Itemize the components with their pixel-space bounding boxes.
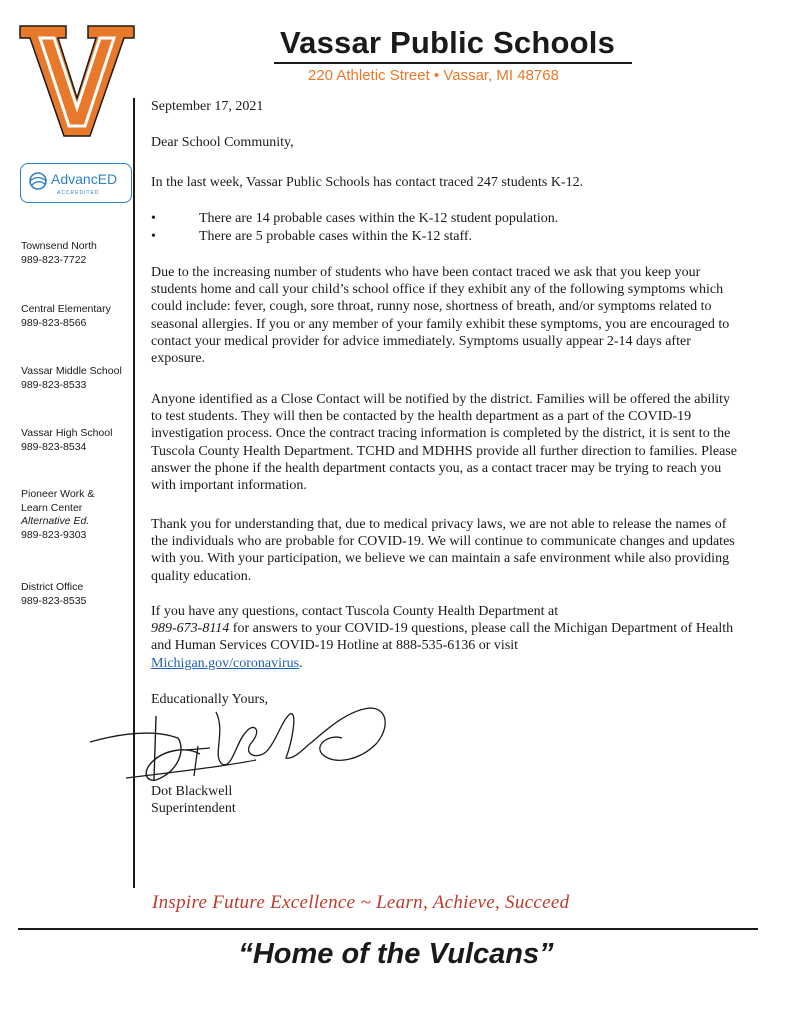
footer-rule: [18, 928, 758, 930]
accreditation-badge: [20, 163, 132, 203]
entry-note: Alternative Ed.: [21, 515, 90, 527]
entry-phone: 989-823-8533: [21, 378, 87, 391]
directory-entry: [21, 427, 133, 454]
school-name: Vassar Public Schools: [280, 25, 616, 60]
directory-entry: [21, 303, 133, 330]
badge-subtitle: ACCREDITED: [57, 190, 100, 196]
letter-date: September 17, 2021: [151, 99, 264, 114]
entry-phone: 989-823-7722: [21, 253, 87, 266]
signer-title: Superintendent: [151, 801, 236, 816]
entry-name: Pioneer Work &: [21, 488, 95, 500]
school-address: 220 Athletic Street • Vassar, MI 48768: [308, 67, 559, 84]
entry-name: Learn Center: [21, 501, 83, 514]
salutation: Dear School Community,: [151, 135, 294, 150]
questions-text: If you have any questions, contact Tuscola County Health Department at: [151, 604, 559, 619]
entry-name: Vassar Middle School: [21, 365, 122, 377]
questions-text: .: [299, 655, 303, 671]
entry-phone: 989-823-9303: [21, 528, 87, 541]
entry-name: Vassar High School: [21, 427, 113, 439]
questions-paragraph: [151, 603, 741, 672]
footer-tagline: “Home of the Vulcans”: [238, 938, 554, 970]
list-item: • There are 14 probable cases within the K-12 student population.: [151, 210, 558, 228]
entry-name: District Office: [21, 581, 84, 593]
handwritten-signature: [86, 702, 396, 788]
badge-name: AdvancED: [51, 171, 118, 187]
close-contact-paragraph: Anyone identified as a Close Contact will be notified by the district. Families will be offered the ability to test students. They will then be contacted by the health department as a part of the COVID-19 investigation process. Once the contract tracing information is completed by the district, it is sent to the Tuscola County Health Department. TCHD and MDHHS provide all further direction to families. Please answer the phone if the health department contacts you, as a contact tracer may be trying to reach you with important information.: [151, 392, 737, 494]
privacy-paragraph: Thank you for understanding that, due to medical privacy laws, we are not able to release the names of the individuals who are probable for COVID-19. We will continue to communicate changes and updates with you. With your participation, we believe we can maintain a safe environment while also providing quality education.: [151, 517, 735, 584]
globe-icon: [27, 170, 49, 192]
header-rule: [274, 62, 632, 64]
closing: Educationally Yours,: [151, 692, 269, 707]
directory-entry: [21, 581, 133, 608]
directory-entry: [21, 488, 133, 542]
school-motto: Inspire Future Excellence ~ Learn, Achieve, Succeed: [152, 892, 570, 913]
entry-name: Central Elementary: [21, 303, 111, 315]
list-item: • There are 5 probable cases within the K-12 staff.: [151, 228, 558, 246]
symptoms-paragraph: Due to the increasing number of students who have been contact traced we ask that you keep your students home and call your child’s school office if they exhibit any of the following symptoms which could include: fever, cough, sore throat, runny nose, shortness of breath, and/or symptoms related to seasonal allergies. If you or any member of your family exhibit these symptoms, you are encouraged to contact your medical provider for advice immediately. Symptoms usually appear 2-14 days after exposure.: [151, 265, 730, 367]
directory-entry: [21, 240, 133, 267]
intro-paragraph: In the last week, Vassar Public Schools has contact traced 247 students K-12.: [151, 175, 584, 190]
entry-name: Townsend North: [21, 240, 97, 252]
health-dept-phone: 989-673-8114: [151, 621, 230, 637]
coronavirus-link[interactable]: Michigan.gov/coronavirus: [151, 655, 300, 671]
directory-entry: [21, 365, 133, 392]
case-list: [151, 210, 558, 246]
vassar-v-logo: [18, 22, 136, 140]
signer-name: Dot Blackwell: [151, 784, 233, 799]
entry-phone: 989-823-8535: [21, 594, 87, 607]
questions-text: for answers to your COVID-19 questions, please call the Michigan Department of Health and Human Services COVID-19 Hotline at 888-535-6136 or visit: [151, 621, 734, 654]
entry-phone: 989-823-8534: [21, 440, 87, 453]
entry-phone: 989-823-8566: [21, 316, 87, 329]
letterhead: [272, 24, 632, 62]
